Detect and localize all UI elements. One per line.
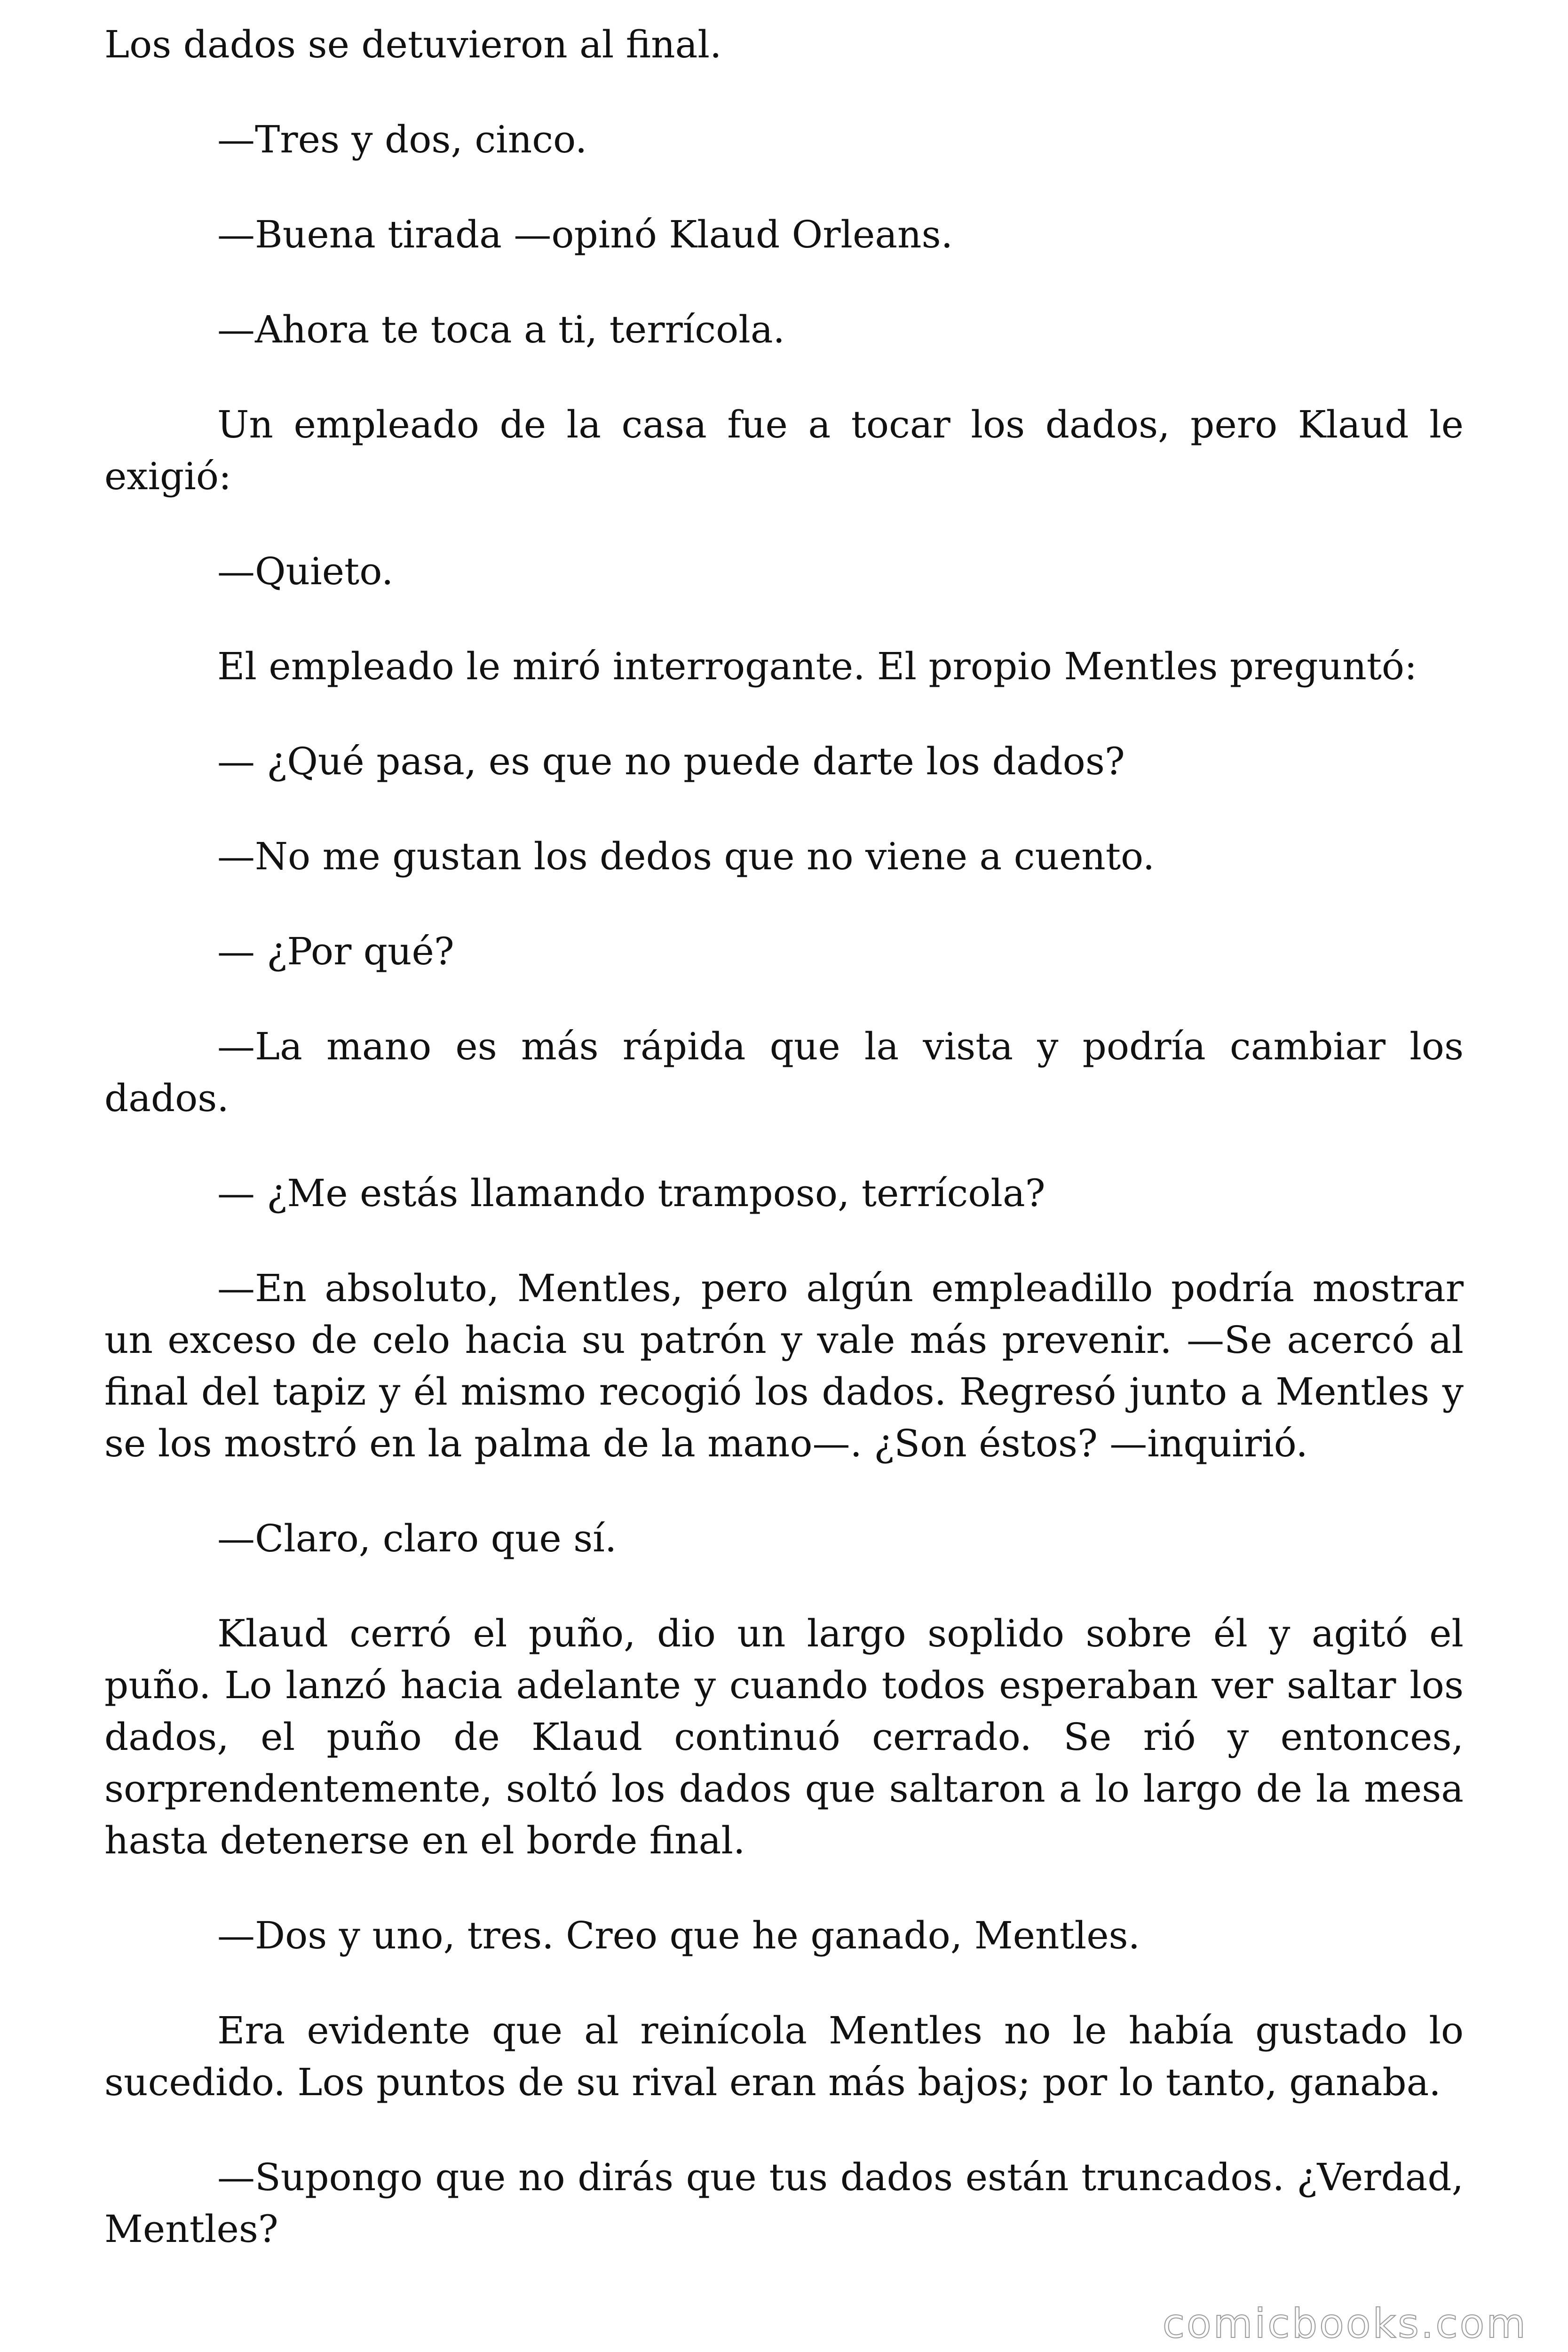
paragraph: Era evidente que al reinícola Mentles no le había gustado lo sucedido. Los puntos de su rival eran más bajos; por lo tanto, ganaba. (104, 2009, 1464, 2104)
paragraph: —Claro, claro que sí. (217, 1517, 617, 1560)
paragraph: —Ahora te toca a ti, terrícola. (217, 308, 785, 351)
paragraph: —En absoluto, Mentles, pero algún empleadillo podría mostrar un exceso de celo hacia su patrón y vale más prevenir. —Se acercó al final del tapiz y él mismo recogió los dados. Regresó junto a Mentles y se los mostró en la palma de la mano—. ¿Son éstos? —inquirió. (104, 1266, 1464, 1465)
paragraph: —No me gustan los dedos que no viene a cuento. (217, 834, 1155, 878)
paragraph: —La mano es más rápida que la vista y podría cambiar los dados. (104, 1025, 1464, 1120)
paragraph: — ¿Por qué? (217, 930, 454, 973)
paragraph: —Tres y dos, cinco. (217, 118, 587, 161)
paragraph: — ¿Me estás llamando tramposo, terrícola? (217, 1171, 1045, 1215)
paragraph: — ¿Qué pasa, es que no puede darte los dados? (217, 739, 1125, 783)
paragraph: —Buena tirada —opinó Klaud Orleans. (217, 213, 953, 256)
watermark: comicbooks.com (1162, 2300, 1528, 2347)
paragraph: —Dos y uno, tres. Creo que he ganado, Mentles. (217, 1914, 1140, 1957)
paragraph: Klaud cerró el puño, dio un largo soplido sobre él y agitó el puño. Lo lanzó hacia adelante y cuando todos esperaban ver saltar los dados, el puño de Klaud continuó cerrado. Se rió y entonces, sorprendentemente, soltó los dados que saltaron a lo largo de la mesa hasta detenerse en el borde final. (104, 1612, 1464, 1862)
paragraph: —Quieto. (217, 549, 394, 593)
paragraph: Los dados se detuvieron al final. (104, 23, 722, 66)
paragraph: Un empleado de la casa fue a tocar los dados, pero Klaud le exigió: (104, 403, 1464, 498)
book-page (104, 19, 1464, 2298)
paragraph: —Supongo que no dirás que tus dados están truncados. ¿Verdad, Mentles? (104, 2155, 1464, 2251)
paragraph: El empleado le miró interrogante. El propio Mentles preguntó: (217, 644, 1418, 688)
